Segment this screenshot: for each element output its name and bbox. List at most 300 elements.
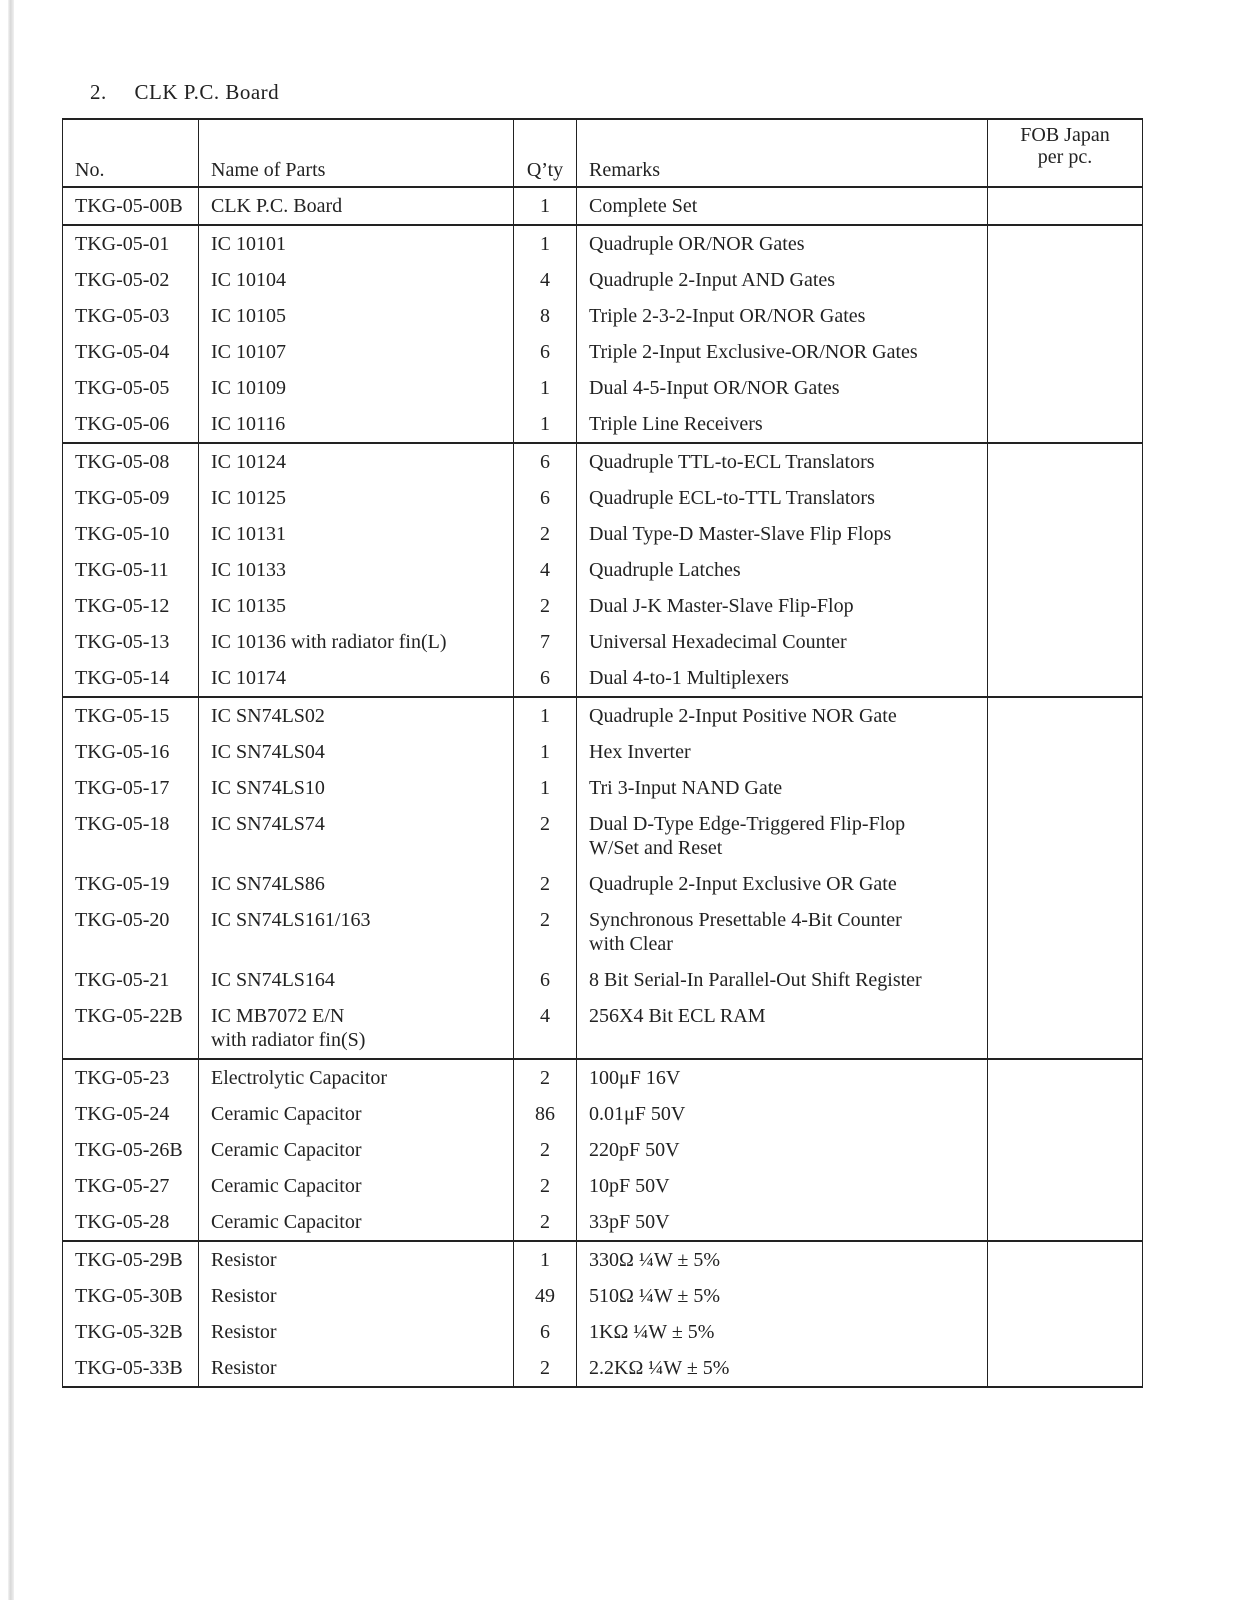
cell-fob-price [988, 552, 1143, 588]
cell-remarks [577, 552, 988, 588]
cell-qty-text: 2 [540, 1139, 550, 1161]
cell-part-name [199, 770, 514, 806]
cell-part-no [63, 962, 199, 998]
cell-remarks-text: Dual 4-to-1 Multiplexers [589, 667, 789, 689]
cell-remarks-text: 330Ω ¼W ± 5% [589, 1249, 721, 1271]
cell-qty-text: 2 [540, 1357, 550, 1379]
cell-fob-price [988, 624, 1143, 660]
cell-qty-text: 86 [535, 1103, 555, 1125]
cell-remarks-text: 100μF 16V [589, 1067, 681, 1089]
cell-qty-text: 4 [540, 1005, 550, 1027]
cell-part-no [63, 516, 199, 552]
cell-qty-text: 1 [540, 777, 550, 799]
section-number: 2. [90, 80, 107, 104]
cell-qty-text: 2 [540, 813, 550, 835]
cell-part-no-text: TKG-05-20 [75, 909, 170, 931]
cell-qty [514, 588, 577, 624]
cell-qty-text: 1 [540, 1249, 550, 1271]
header-name: Name of Parts [199, 119, 514, 187]
table-row [63, 552, 1143, 588]
cell-part-name-text: IC 10131 [211, 523, 286, 545]
cell-qty-text: 7 [540, 631, 550, 653]
cell-remarks-text: 1KΩ ¼W ± 5% [589, 1321, 715, 1343]
cell-part-no [63, 1132, 199, 1168]
cell-fob-price [988, 1132, 1143, 1168]
cell-qty-text: 49 [535, 1285, 555, 1307]
cell-remarks-text: Quadruple ECL-to-TTL Translators [589, 487, 875, 509]
cell-remarks [577, 770, 988, 806]
cell-remarks-text: 33pF 50V [589, 1211, 670, 1233]
cell-qty [514, 660, 577, 697]
cell-remarks-text: Quadruple Latches [589, 559, 741, 581]
cell-part-no-text: TKG-05-14 [75, 667, 170, 689]
section-title: CLK P.C. Board [134, 80, 280, 104]
cell-qty [514, 370, 577, 406]
cell-qty-text: 4 [540, 269, 550, 291]
cell-fob-price [988, 187, 1143, 225]
cell-remarks-text: 10pF 50V [589, 1175, 670, 1197]
cell-fob-price [988, 370, 1143, 406]
cell-part-name [199, 1241, 514, 1278]
cell-qty-text: 8 [540, 305, 550, 327]
cell-part-name-text: Ceramic Capacitor [211, 1139, 362, 1161]
cell-part-name [199, 1204, 514, 1241]
table-row [63, 1132, 1143, 1168]
cell-remarks-text: Triple 2-Input Exclusive-OR/NOR Gates [589, 341, 918, 363]
cell-part-name-text: IC 10105 [211, 305, 286, 327]
cell-qty-text: 2 [540, 595, 550, 617]
cell-qty [514, 298, 577, 334]
cell-part-no-text: TKG-05-32B [75, 1321, 183, 1343]
cell-part-name-text: IC 10116 [211, 413, 286, 435]
cell-remarks [577, 262, 988, 298]
cell-part-name [199, 262, 514, 298]
cell-qty-text: 1 [540, 233, 550, 255]
cell-part-no [63, 1096, 199, 1132]
cell-qty-text: 6 [540, 341, 550, 363]
cell-part-name [199, 660, 514, 697]
cell-remarks [577, 1168, 988, 1204]
cell-fob-price [988, 443, 1143, 480]
cell-qty-text: 6 [540, 451, 550, 473]
cell-fob-price [988, 1059, 1143, 1096]
cell-part-name-text: IC 10133 [211, 559, 286, 581]
cell-part-name-text: IC SN74LS04 [211, 741, 325, 763]
cell-part-no-text: TKG-05-24 [75, 1103, 170, 1125]
cell-qty [514, 962, 577, 998]
cell-part-name-text: CLK P.C. Board [211, 195, 343, 217]
cell-part-no [63, 1059, 199, 1096]
cell-part-no [63, 406, 199, 443]
cell-fob-price [988, 225, 1143, 262]
cell-part-no [63, 480, 199, 516]
cell-remarks [577, 1132, 988, 1168]
cell-qty [514, 225, 577, 262]
cell-part-no [63, 187, 199, 225]
cell-remarks [577, 866, 988, 902]
cell-qty-text: 6 [540, 969, 550, 991]
cell-part-name [199, 406, 514, 443]
cell-remarks [577, 1278, 988, 1314]
cell-part-no [63, 697, 199, 734]
cell-part-no [63, 370, 199, 406]
cell-qty [514, 1241, 577, 1278]
cell-part-name [199, 187, 514, 225]
cell-remarks-text: Triple 2-3-2-Input OR/NOR Gates [589, 305, 866, 327]
cell-part-no [63, 866, 199, 902]
cell-remarks [577, 406, 988, 443]
cell-part-no-text: TKG-05-21 [75, 969, 170, 991]
cell-qty [514, 516, 577, 552]
cell-part-name [199, 998, 514, 1059]
table-row [63, 1059, 1143, 1096]
cell-part-name-text: IC 10109 [211, 377, 286, 399]
cell-part-name [199, 1096, 514, 1132]
table-row [63, 697, 1143, 734]
cell-fob-price [988, 1241, 1143, 1278]
cell-part-no [63, 225, 199, 262]
cell-part-name [199, 1278, 514, 1314]
cell-qty [514, 624, 577, 660]
table-row [63, 962, 1143, 998]
header-no: No. [63, 119, 199, 187]
cell-fob-price [988, 866, 1143, 902]
cell-qty [514, 1314, 577, 1350]
cell-part-no [63, 1204, 199, 1241]
cell-part-name [199, 1314, 514, 1350]
cell-part-name-text: Resistor [211, 1249, 277, 1271]
header-row [63, 119, 1143, 187]
cell-qty-text: 1 [540, 195, 550, 217]
cell-part-name [199, 734, 514, 770]
cell-part-no [63, 1168, 199, 1204]
table-row [63, 902, 1143, 962]
cell-qty [514, 334, 577, 370]
cell-remarks-text: Quadruple 2-Input Positive NOR Gate [589, 705, 897, 727]
cell-remarks-text: 2.2KΩ ¼W ± 5% [589, 1357, 730, 1379]
cell-qty [514, 697, 577, 734]
cell-fob-price [988, 516, 1143, 552]
cell-part-name-text: Resistor [211, 1357, 277, 1379]
cell-remarks-text: Triple Line Receivers [589, 413, 763, 435]
table-row [63, 588, 1143, 624]
table-row [63, 187, 1143, 225]
cell-fob-price [988, 770, 1143, 806]
cell-remarks-text: Universal Hexadecimal Counter [589, 631, 847, 653]
cell-part-no-text: TKG-05-18 [75, 813, 170, 835]
cell-fob-price [988, 962, 1143, 998]
cell-part-no-text: TKG-05-03 [75, 305, 170, 327]
cell-part-name-line2: with radiator fin(S) [211, 1029, 366, 1051]
cell-fob-price [988, 998, 1143, 1059]
cell-part-name-text: IC 10107 [211, 341, 286, 363]
table-row [63, 660, 1143, 697]
cell-part-no [63, 998, 199, 1059]
cell-part-no-text: TKG-05-10 [75, 523, 170, 545]
cell-part-name [199, 443, 514, 480]
cell-part-name-text: Resistor [211, 1321, 277, 1343]
table-row [63, 225, 1143, 262]
header-fob-line2: per pc. [1037, 146, 1093, 168]
cell-part-name-text: IC SN74LS161/163 [211, 909, 371, 931]
cell-part-no-text: TKG-05-26B [75, 1139, 183, 1161]
cell-part-no-text: TKG-05-16 [75, 741, 170, 763]
cell-part-name-text: IC SN74LS86 [211, 873, 325, 895]
cell-qty [514, 443, 577, 480]
cell-part-no-text: TKG-05-15 [75, 705, 170, 727]
cell-part-no [63, 588, 199, 624]
cell-remarks-text: Quadruple TTL-to-ECL Translators [589, 451, 875, 473]
cell-qty [514, 262, 577, 298]
cell-part-name-text: IC 10174 [211, 667, 286, 689]
cell-part-name [199, 1168, 514, 1204]
cell-qty [514, 734, 577, 770]
table-row [63, 480, 1143, 516]
cell-qty [514, 480, 577, 516]
table-row [63, 516, 1143, 552]
cell-part-no-text: TKG-05-22B [75, 1005, 183, 1027]
cell-fob-price [988, 660, 1143, 697]
cell-part-name [199, 1132, 514, 1168]
cell-remarks-text: Dual 4-5-Input OR/NOR Gates [589, 377, 840, 399]
cell-qty-text: 1 [540, 705, 550, 727]
cell-part-name-text: Ceramic Capacitor [211, 1211, 362, 1233]
cell-part-no-text: TKG-05-06 [75, 413, 170, 435]
table-row [63, 866, 1143, 902]
cell-remarks-text: 510Ω ¼W ± 5% [589, 1285, 721, 1307]
cell-remarks-text: Quadruple 2-Input AND Gates [589, 269, 836, 291]
cell-remarks [577, 370, 988, 406]
cell-remarks [577, 1204, 988, 1241]
cell-part-name [199, 370, 514, 406]
cell-part-name [199, 298, 514, 334]
cell-part-name [199, 962, 514, 998]
table-row [63, 1278, 1143, 1314]
section-heading [90, 80, 279, 105]
cell-part-name [199, 902, 514, 962]
table-row [63, 298, 1143, 334]
cell-part-no-text: TKG-05-13 [75, 631, 170, 653]
cell-fob-price [988, 262, 1143, 298]
cell-fob-price [988, 334, 1143, 370]
table-row [63, 443, 1143, 480]
cell-part-name [199, 552, 514, 588]
cell-part-name [199, 1350, 514, 1387]
cell-part-name-text: IC SN74LS74 [211, 813, 325, 835]
cell-qty-text: 2 [540, 1067, 550, 1089]
cell-fob-price [988, 902, 1143, 962]
cell-qty-text: 1 [540, 741, 550, 763]
cell-qty-text: 6 [540, 667, 550, 689]
cell-part-name [199, 806, 514, 866]
cell-part-no [63, 734, 199, 770]
table-row [63, 1314, 1143, 1350]
cell-remarks-text: Dual D-Type Edge-Triggered Flip-Flop [589, 813, 906, 835]
cell-remarks [577, 734, 988, 770]
cell-part-no-text: TKG-05-12 [75, 595, 170, 617]
cell-fob-price [988, 697, 1143, 734]
cell-part-name [199, 866, 514, 902]
cell-qty-text: 2 [540, 1175, 550, 1197]
cell-fob-price [988, 298, 1143, 334]
cell-part-no-text: TKG-05-05 [75, 377, 170, 399]
table-row [63, 1168, 1143, 1204]
cell-part-no-text: TKG-05-33B [75, 1357, 183, 1379]
cell-part-no [63, 660, 199, 697]
header-fob-line1: FOB Japan [1020, 124, 1110, 146]
cell-remarks-text: Tri 3-Input NAND Gate [589, 777, 783, 799]
cell-remarks-text: Synchronous Presettable 4-Bit Counter [589, 909, 902, 931]
cell-qty [514, 866, 577, 902]
cell-part-name [199, 225, 514, 262]
cell-remarks [577, 516, 988, 552]
cell-qty-text: 2 [540, 873, 550, 895]
cell-part-name [199, 334, 514, 370]
cell-remarks [577, 697, 988, 734]
cell-part-no-text: TKG-05-02 [75, 269, 170, 291]
cell-part-no [63, 443, 199, 480]
cell-part-no-text: TKG-05-08 [75, 451, 170, 473]
cell-part-name-text: IC SN74LS02 [211, 705, 325, 727]
cell-qty [514, 1278, 577, 1314]
cell-part-no [63, 770, 199, 806]
cell-remarks [577, 806, 988, 866]
cell-remarks-text: Quadruple OR/NOR Gates [589, 233, 805, 255]
cell-qty-text: 6 [540, 1321, 550, 1343]
cell-part-name-text: IC MB7072 E/N [211, 1005, 345, 1027]
header-remarks: Remarks [577, 119, 988, 187]
cell-remarks-text: Dual Type-D Master-Slave Flip Flops [589, 523, 892, 545]
cell-fob-price [988, 480, 1143, 516]
cell-part-name-text: IC 10125 [211, 487, 286, 509]
table-row [63, 1241, 1143, 1278]
cell-part-no-text: TKG-05-23 [75, 1067, 170, 1089]
cell-remarks [577, 298, 988, 334]
parts-table [62, 118, 1143, 1388]
cell-qty [514, 552, 577, 588]
cell-part-no [63, 1314, 199, 1350]
cell-qty [514, 1096, 577, 1132]
cell-part-no-text: TKG-05-17 [75, 777, 170, 799]
cell-remarks [577, 187, 988, 225]
cell-qty [514, 1204, 577, 1241]
cell-qty-text: 2 [540, 1211, 550, 1233]
cell-part-name-text: IC 10124 [211, 451, 286, 473]
cell-remarks-text: 220pF 50V [589, 1139, 680, 1161]
cell-part-no [63, 262, 199, 298]
cell-remarks-text: Hex Inverter [589, 741, 691, 763]
table-row [63, 734, 1143, 770]
cell-remarks [577, 225, 988, 262]
cell-part-no [63, 902, 199, 962]
cell-part-name [199, 697, 514, 734]
cell-remarks-text: Quadruple 2-Input Exclusive OR Gate [589, 873, 897, 895]
cell-part-no-text: TKG-05-01 [75, 233, 170, 255]
cell-part-no-text: TKG-05-19 [75, 873, 170, 895]
cell-part-no [63, 1350, 199, 1387]
cell-remarks-text: 256X4 Bit ECL RAM [589, 1005, 766, 1027]
cell-part-no [63, 1241, 199, 1278]
cell-part-name-text: IC SN74LS164 [211, 969, 335, 991]
cell-qty-text: 2 [540, 523, 550, 545]
cell-qty [514, 406, 577, 443]
cell-part-no-text: TKG-05-11 [75, 559, 169, 581]
cell-remarks [577, 588, 988, 624]
cell-qty-text: 6 [540, 487, 550, 509]
cell-qty-text: 1 [540, 377, 550, 399]
cell-remarks [577, 902, 988, 962]
cell-qty [514, 770, 577, 806]
cell-part-no [63, 624, 199, 660]
cell-qty [514, 998, 577, 1059]
cell-part-no [63, 1278, 199, 1314]
cell-remarks [577, 1096, 988, 1132]
header-fob [988, 119, 1143, 187]
cell-remarks-line2: W/Set and Reset [589, 837, 723, 859]
cell-part-no [63, 552, 199, 588]
cell-part-name [199, 624, 514, 660]
header-qty: Q’ty [514, 119, 577, 187]
table-row [63, 334, 1143, 370]
cell-fob-price [988, 734, 1143, 770]
table-row [63, 1350, 1143, 1387]
cell-part-no [63, 334, 199, 370]
table-row [63, 624, 1143, 660]
cell-remarks [577, 1314, 988, 1350]
cell-remarks [577, 624, 988, 660]
cell-part-name-text: Resistor [211, 1285, 277, 1307]
cell-fob-price [988, 1350, 1143, 1387]
cell-qty [514, 1059, 577, 1096]
cell-part-no-text: TKG-05-28 [75, 1211, 170, 1233]
cell-fob-price [988, 1096, 1143, 1132]
table-row [63, 370, 1143, 406]
cell-fob-price [988, 1204, 1143, 1241]
table-row [63, 770, 1143, 806]
cell-part-name-text: Ceramic Capacitor [211, 1103, 362, 1125]
cell-remarks-text: Dual J-K Master-Slave Flip-Flop [589, 595, 854, 617]
cell-part-name-text: IC 10101 [211, 233, 286, 255]
cell-part-name-text: Electrolytic Capacitor [211, 1067, 388, 1089]
cell-part-name-text: IC 10104 [211, 269, 286, 291]
cell-qty [514, 806, 577, 866]
scan-edge [8, 0, 14, 1600]
cell-remarks [577, 1059, 988, 1096]
table-row [63, 998, 1143, 1059]
cell-part-name-text: IC SN74LS10 [211, 777, 325, 799]
cell-part-name-text: IC 10135 [211, 595, 286, 617]
cell-qty-text: 4 [540, 559, 550, 581]
table-row [63, 1096, 1143, 1132]
cell-part-no-text: TKG-05-29B [75, 1249, 183, 1271]
parts-body [63, 187, 1143, 1387]
cell-remarks [577, 962, 988, 998]
cell-qty [514, 1350, 577, 1387]
cell-part-name-text: Ceramic Capacitor [211, 1175, 362, 1197]
cell-part-name [199, 516, 514, 552]
cell-part-no-text: TKG-05-04 [75, 341, 170, 363]
cell-remarks-text: Complete Set [589, 195, 698, 217]
cell-part-name-text: IC 10136 with radiator fin(L) [211, 631, 447, 653]
cell-fob-price [988, 1278, 1143, 1314]
cell-qty-text: 1 [540, 413, 550, 435]
cell-remarks [577, 660, 988, 697]
cell-remarks-line2: with Clear [589, 933, 673, 955]
cell-part-name [199, 480, 514, 516]
cell-remarks-text: 8 Bit Serial-In Parallel-Out Shift Register [589, 969, 922, 991]
cell-fob-price [988, 406, 1143, 443]
cell-remarks [577, 334, 988, 370]
